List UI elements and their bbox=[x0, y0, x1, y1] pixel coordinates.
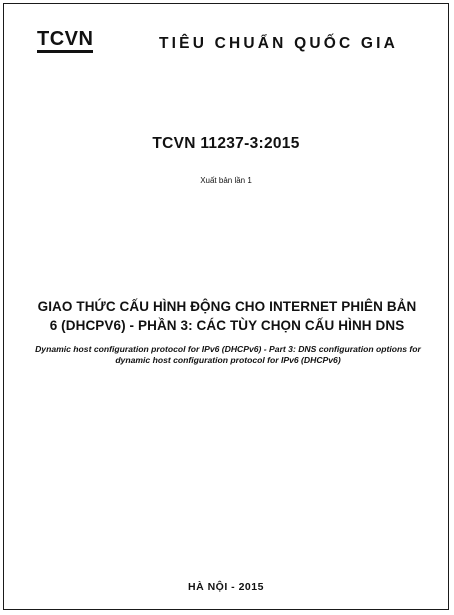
title-english bbox=[12, 344, 444, 366]
title-vietnamese-line-1: GIAO THỨC CẤU HÌNH ĐỘNG CHO INTERNET PHIÊN BẢN bbox=[37, 299, 417, 314]
title-vietnamese bbox=[12, 297, 442, 335]
title-english-line-1: Dynamic host configuration protocol for IPv6 (DHCPv6) - Part 3: DNS configuration options for bbox=[35, 344, 421, 354]
title-vietnamese-line-2: 6 (DHCPV6) - PHẦN 3: CÁC TÙY CHỌN CẤU HÌNH DNS bbox=[49, 318, 405, 333]
national-standard-heading: TIÊU CHUẨN QUỐC GIA bbox=[159, 35, 399, 52]
place-and-year: HÀ NỘI - 2015 bbox=[188, 581, 264, 593]
tcvn-logo: TCVN bbox=[37, 28, 93, 53]
header bbox=[4, 4, 448, 64]
edition-note: Xuất bản lần 1 bbox=[200, 176, 252, 185]
title-english-line-2: dynamic host configuration protocol for IPv6 (DHCPv6) bbox=[115, 355, 341, 365]
document-page bbox=[3, 3, 449, 610]
standard-number: TCVN 11237-3:2015 bbox=[152, 135, 300, 152]
